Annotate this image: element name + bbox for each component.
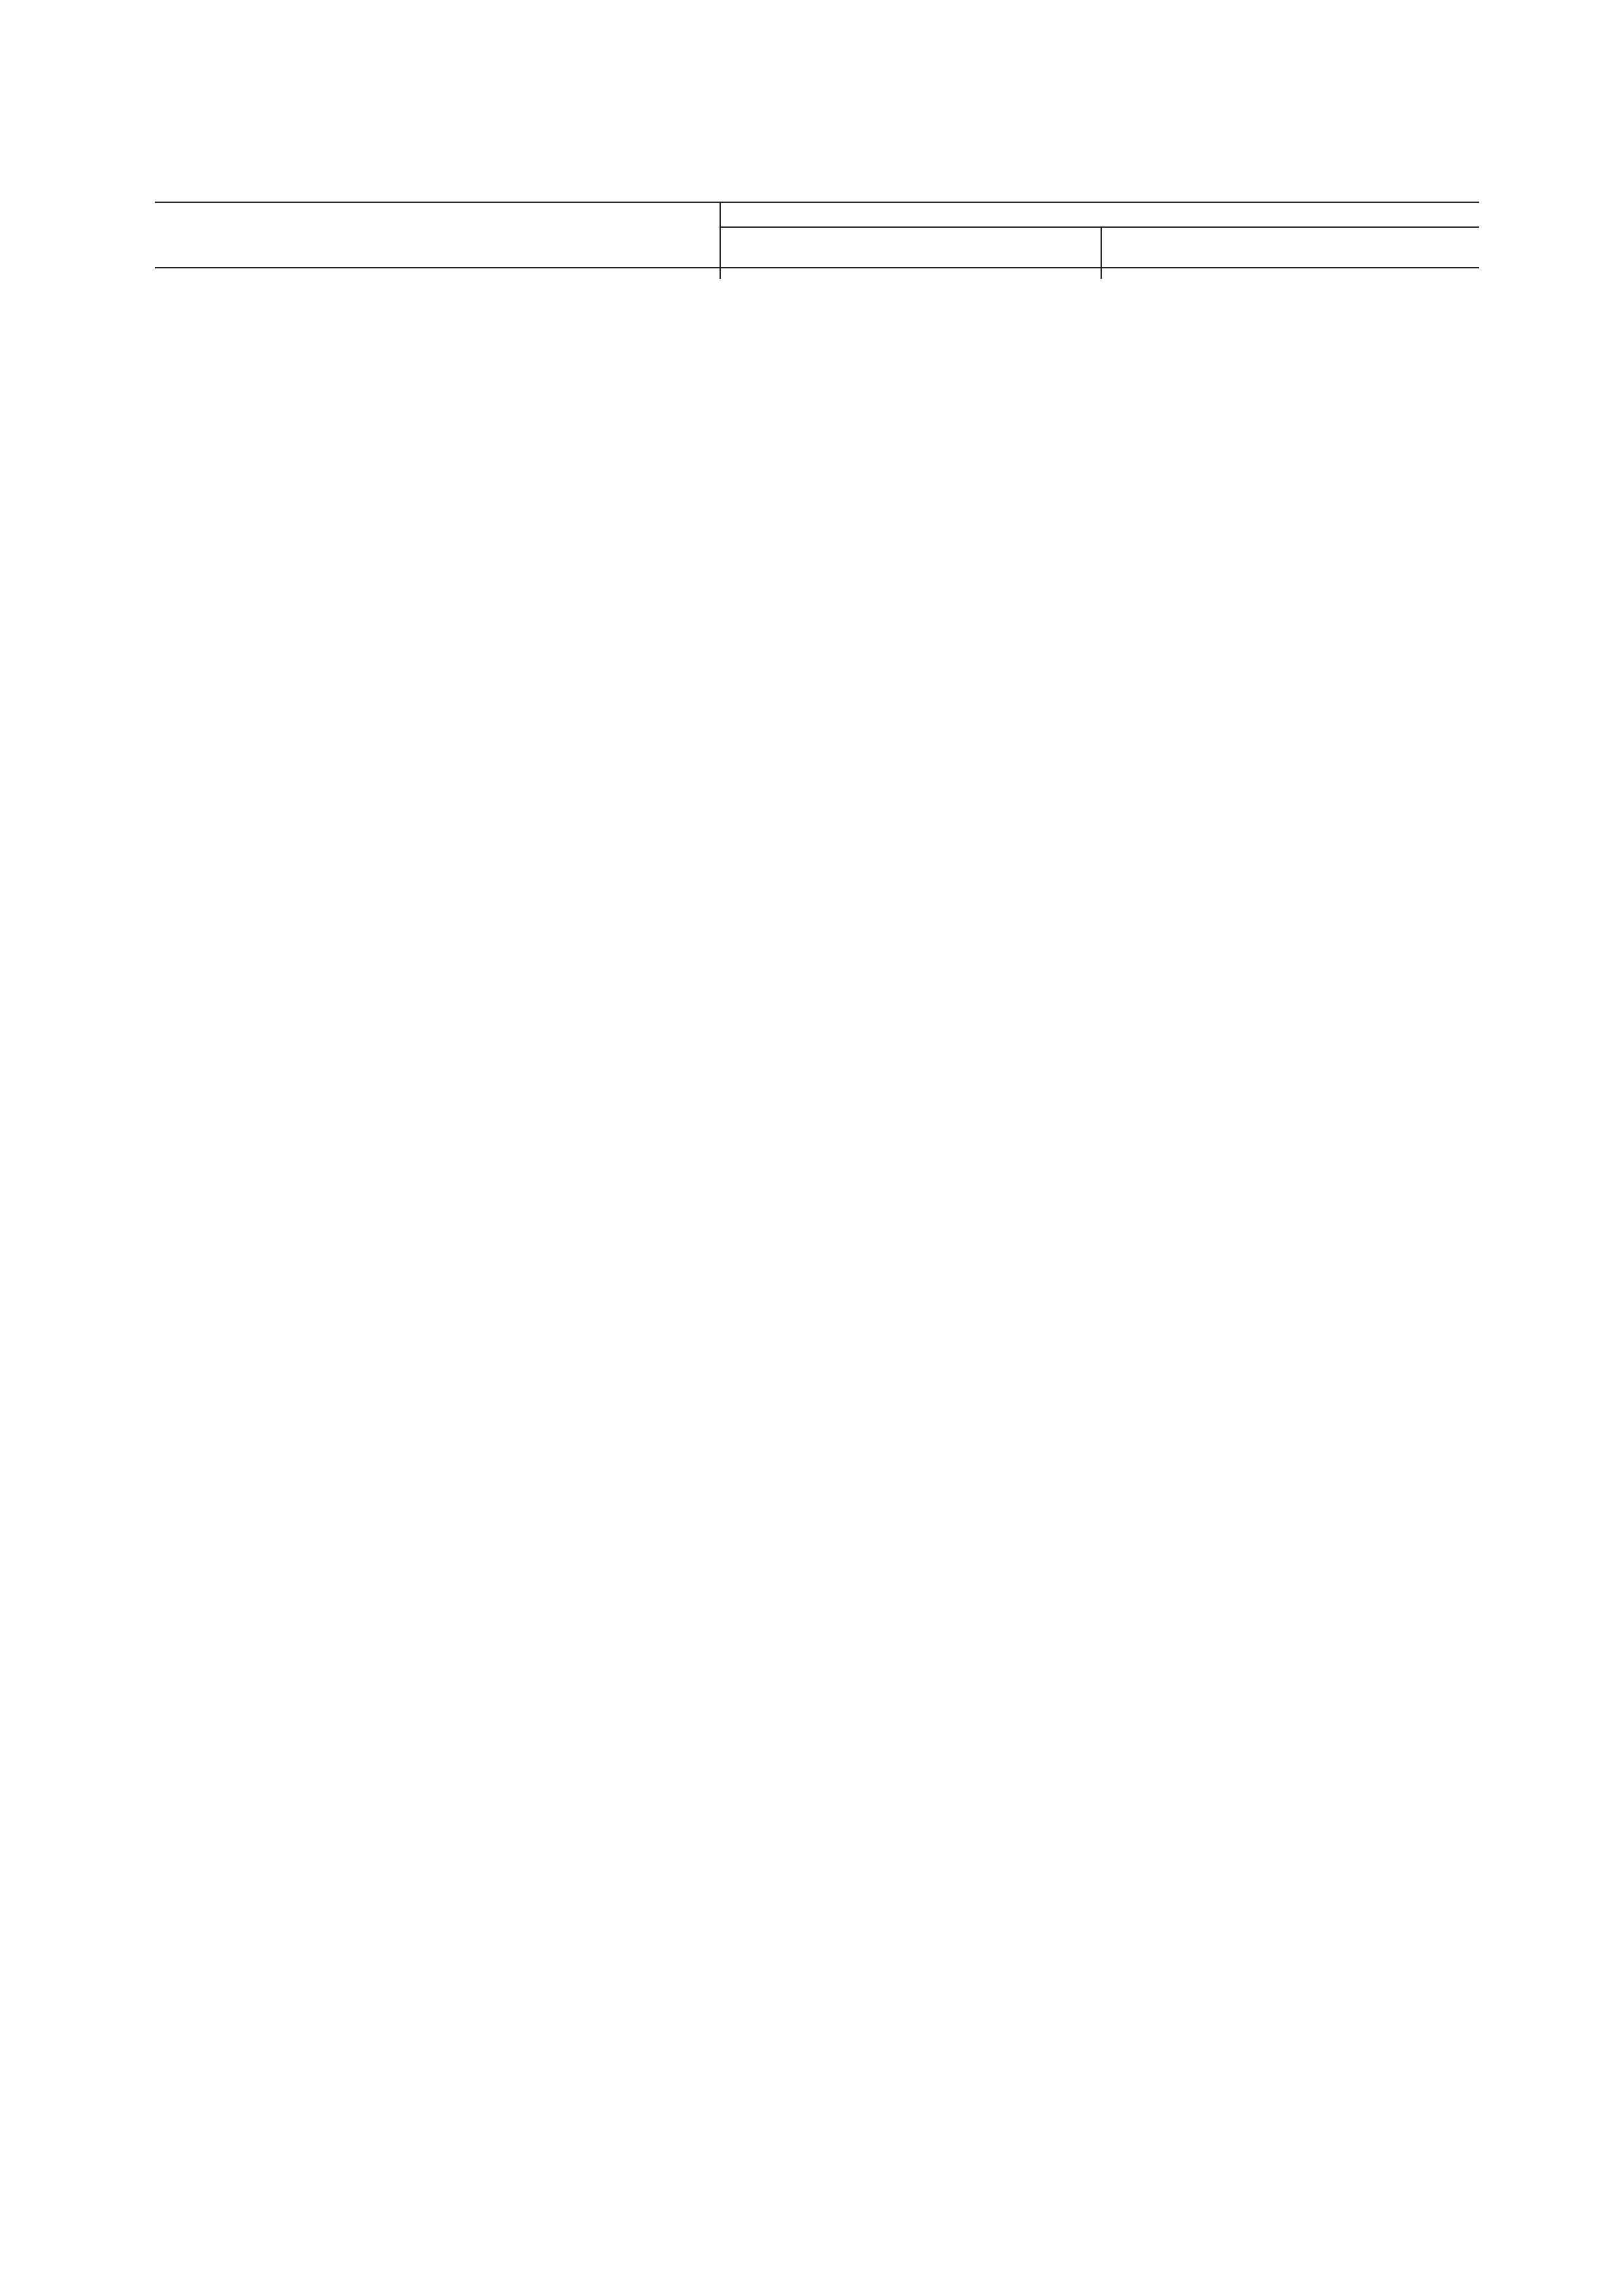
body-column (155, 195, 1479, 308)
table-header-group (720, 202, 1479, 227)
table-header-max (1101, 227, 1479, 268)
table-cell-max (1101, 274, 1479, 279)
table-cell-type (155, 274, 720, 279)
table-cell-max (1101, 268, 1479, 274)
table-header-type (155, 202, 720, 268)
resistance-table (155, 202, 1479, 279)
table-row (155, 268, 1479, 274)
table-cell-type (155, 268, 720, 274)
table-cell-normal (720, 274, 1101, 279)
table-header-normal (720, 227, 1101, 268)
table-row (155, 274, 1479, 279)
table-cell-normal (720, 268, 1101, 274)
